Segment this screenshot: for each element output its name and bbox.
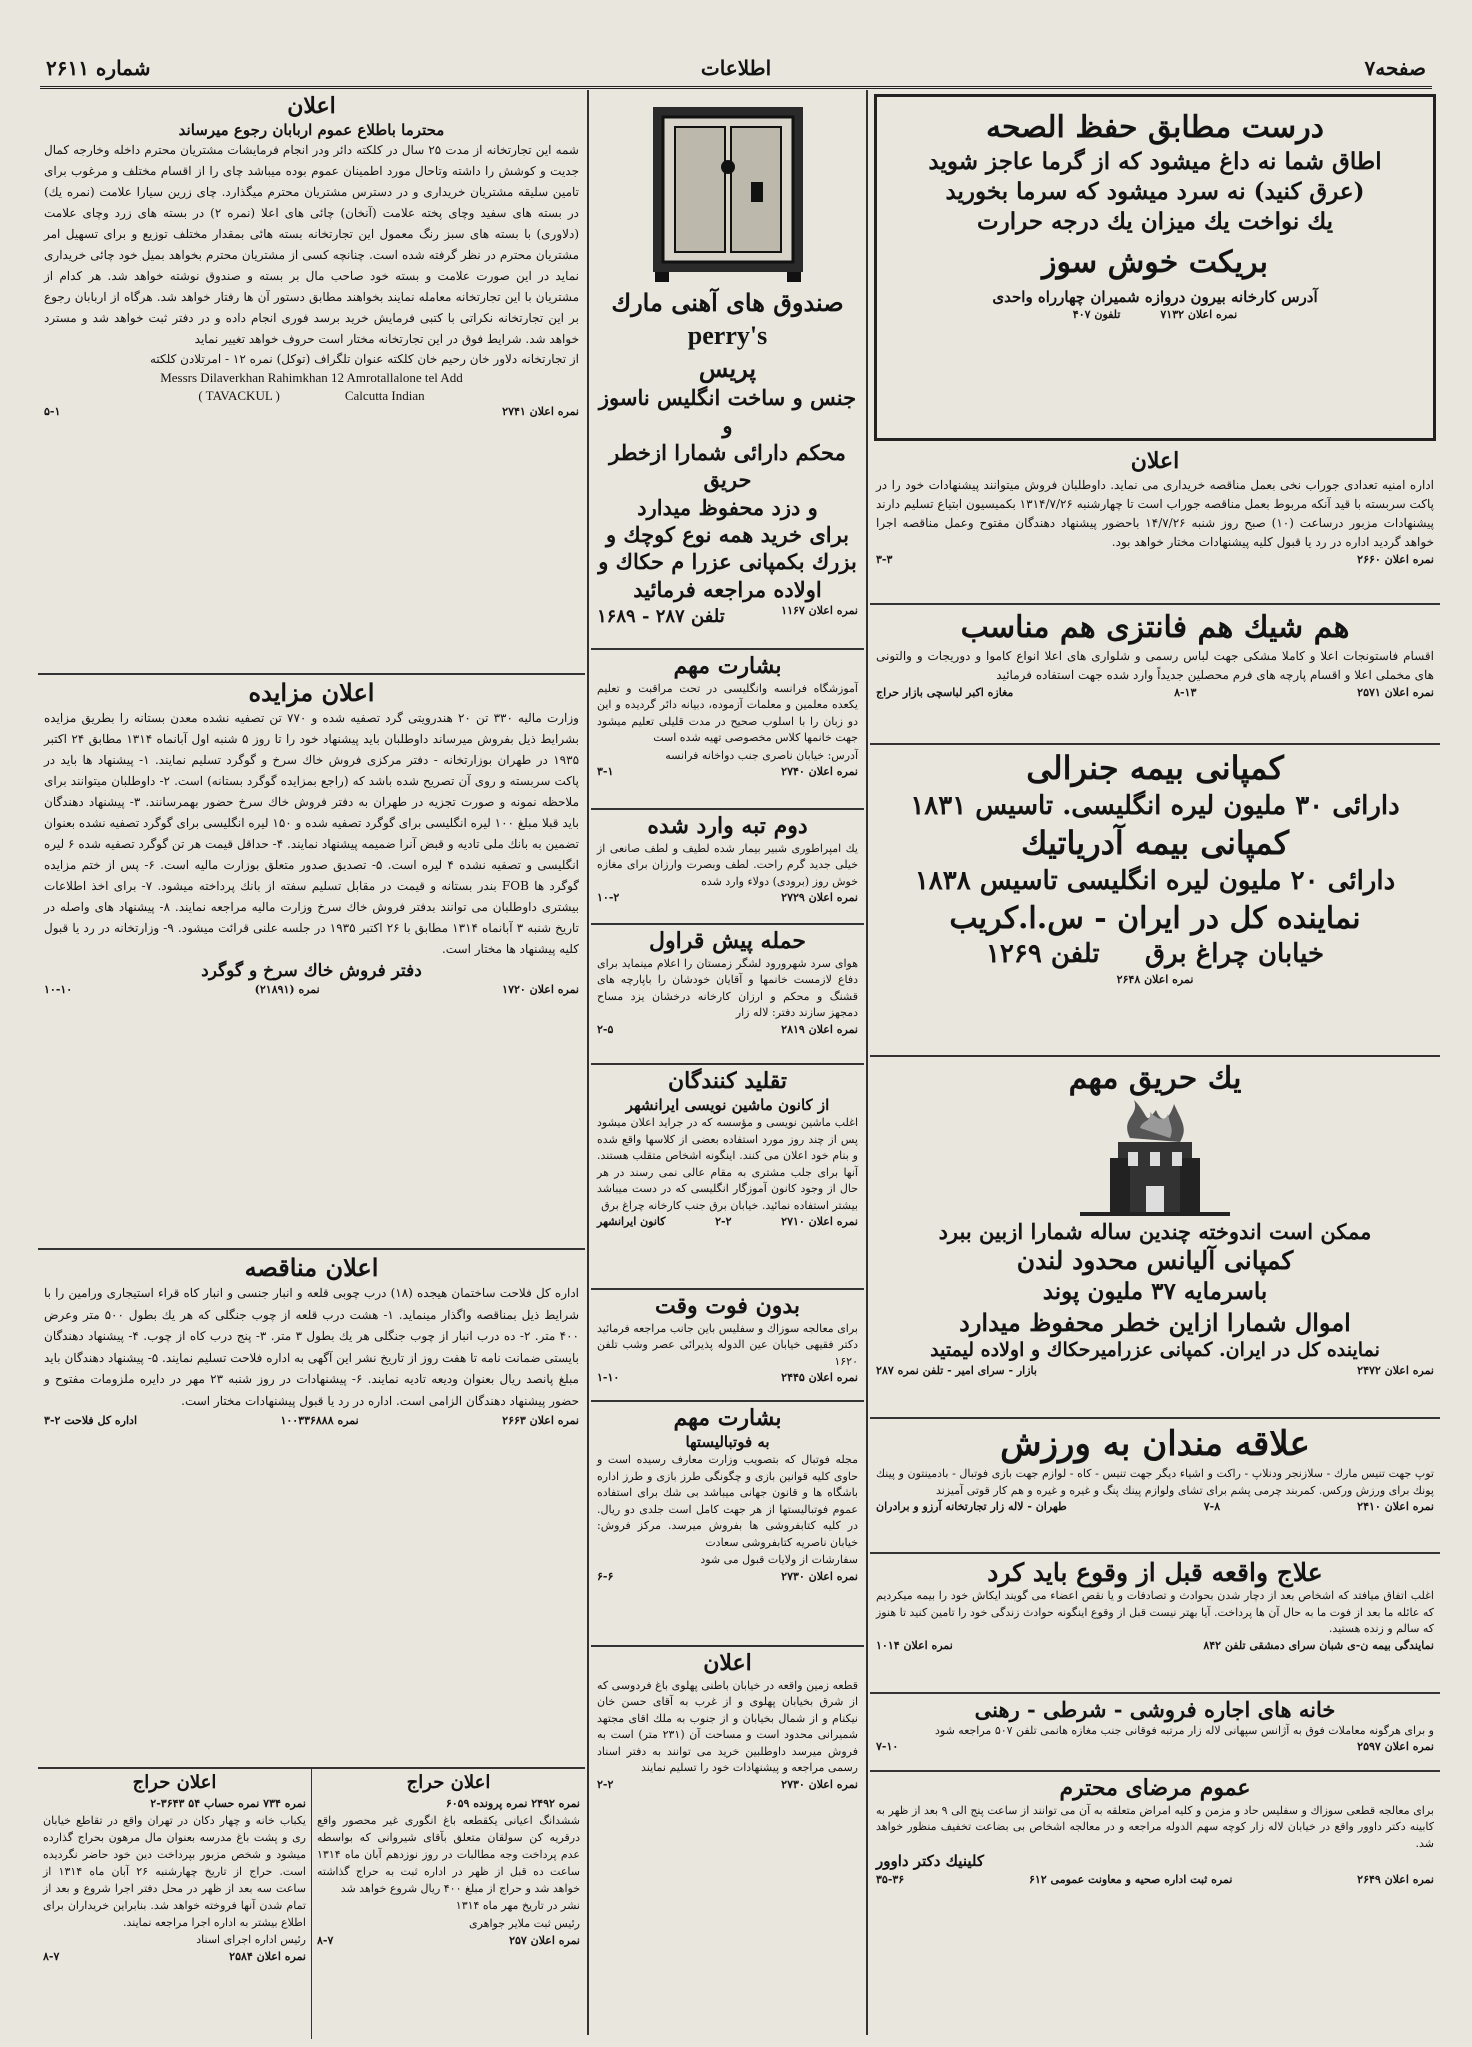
issue-number: شماره ۲۶۱۱ (46, 56, 151, 80)
doctor-ad: بدون فوت وقت برای معالجه سوزاك و سفلیس باین جانب مراجعه فرمائید دکتر فقیهی خیابان عین الدوله پذیرائی عصر وشب تلفن ۱۶۲۰ نمره اعلان ۲۴۴۵ ۱-۱۰ (591, 1290, 864, 1402)
ad-title: هم شیك هم فانتزی هم مناسب (960, 610, 1350, 645)
football-magazine-ad: بشارت مهم به فوتبالیستها مجله فوتبال که بتصویب وزارت معارف رسیده است و حاوی کلیه قوانین بازی و چگونگی طرز بازی و طرز اداره باشگاه ها و قانون جهانی میباشد بی شك برای استفاده عموم فوتبالیستها از هر جهت کامل است جلدی دو ریال. در کلیه کتابفروشی ها بفروش میرسد. مرکز فروش: خیابان ناصریه کتابفروشی سعادت سفارشات از ولایات قبول می شود نمره اعلان ۲۷۳۰ ۶-۶ (591, 1402, 864, 1647)
ad-title: اعلان مناقصه (244, 1253, 379, 1282)
paper-name: اطلاعات (700, 56, 772, 80)
ad-title: اعلان (703, 1650, 752, 1676)
briquette-ad: درست مطابق حفظ الصحه اطاق شما نه داغ میشود که از گرما عاجز شوید (عرق کنید) نه سرد میشود که سرما بخورید یك نواخت یك میزان یك درجه حرارت بریکت خوش سوز آدرس کارخانه بیرون دروازه شمیران چهارراه واحدی نمره اعلان ۷۱۳۲ تلفون ۴۰۷ (874, 94, 1436, 441)
ad-title: عموم مرضای محترم (1059, 1775, 1251, 1801)
land-sale-ad: اعلان قطعه زمین واقعه در خیابان باطنی پهلوی باغ فردوسی که از شرق بخیابان پهلوی و از غرب به آقای حسن خان نیکنام و از شمال بخیابان و از جنوب به ملك اقای مجتهد شمیرانی محدود است و مساحت آن (۲۳۱ متر) است به فروش میرسد داوطلبین خرید می توانند به دفتر اسناد رسمی مراجعه و پیشنهادات خود را تسلیم نمایند نمره اعلان ۲۷۳۰ ۲-۲ (597, 1650, 858, 1791)
page-number: صفحه۷ (1364, 56, 1426, 80)
textile-ad: حمله پیش قراول هوای سرد شهرورود لشگر زمستان را اعلام مینماید برای دفاع لازمست خانمها و آقایان خودشان را باپارچه های قشنگ و محکم و ارزان کارخانه درخشان یزد مساح دمجهز سازند دفتر: لاله زار نمره اعلان ۲۸۱۹ ۲-۵ (591, 925, 864, 1065)
ad-title: صندوق های آهنی مارك (611, 288, 844, 317)
amnieh-tender-ad: اعلان اداره امنیه تعدادی جوراب نخی بعمل مناقصه خریداری می نماید. داوطلبان فروش میتوانند پیشنهادات خود را در پاکت سربسته با قید آنکه مربوط بعمل مناقصه جوراب است تا چهارشنبه ۱۳۱۴/۷/۲۶ بکمیسیون ابتیاع تسلیم دارند پیشنهادات مزبور درساعت (۱۰) صبح روز شنبه ۱۴/۷/۲۶ باحضور پیشنهاد دهندگان مفتوح وعمل مناقصه اجرا خواهد گردید اداره در رد یا قبول کلیه پیشنهادات مختار خواهد بود. نمره اعلان ۲۶۶۰ ۳-۳ (870, 445, 1440, 605)
ad-title: علاج واقعه قبل از وقوع باید کرد (987, 1558, 1323, 1587)
insurance-warning-ad: علاج واقعه قبل از وقوع باید کرد اغلب اتفاق میافتد که اشخاص بعد از دچار شدن بحوادث و تصادفات و یا نقص اعضاء می گویند ایکاش خود را بیمه میکردیم که عائله ما بعد از فوت ما به حال آن ها پرداخت. آیا بهتر نیست قبل از وقوع اینگونه حوادث زندگی خود را تامین کنید تا هنوز که سالم و زنده هستید. نمایندگی بیمه ن-ی شبان سرای دمشقی تلفن ۸۴۲ نمره اعلان ۱۰۱۴ (870, 1554, 1440, 1694)
right-column (870, 90, 1440, 2037)
ad-title: یك حریق مهم (1068, 1061, 1242, 1096)
ad-title: اعلان (1130, 448, 1180, 474)
column-divider (866, 90, 868, 2035)
ad-title: بدون فوت وقت (654, 1293, 801, 1319)
ad-title: درست مطابق حفظ الصحه (985, 110, 1325, 145)
ad-title: حمله پیش قراول (649, 928, 806, 954)
ad-title: تقلید کنندگان (667, 1068, 787, 1094)
house-auction-ad: اعلان حراج نمره ۷۳۴ نمره حساب ۵۴ ۳۶۴۳-۲ یکباب خانه و چهار دکان در تهران واقع در تقاطع خیابان ری و پشت باغ مدرسه بعنوان مال مرهون بحراج گذارده میشود و شخص مزبور بپرداخت دین خود حاضر نگردیده است. حراج از تاریخ چهارشنبه ۲۶ آبان ماه ۱۳۱۴ از ساعت سه بعد از ظهر در محل دفتر اجرا شروع و بعد از تمام شدن آنها فروخته خواهد شد. بنابراین خریداران برای اطلاع بیشتر به اداره اجرا مراجعه نمایند. رئیس اداره اجرای اسناد نمره اعلان ۲۵۸۴ ۸-۷ (43, 1772, 306, 1964)
brand-name: بریکت خوش سوز (1042, 244, 1268, 280)
alliance-fire-ad: یك حریق مهم ممکن است اندوخته چندین ساله شمارا ازبین ببرد کمپانی آلیانس محدود لندن باسرمایه ۳۷ ملیون پوند اموال شمارا ازاین خطر محفوظ میدارد نماینده کل در ایران. کمپانی عزرامیرحکاك و اولاده لیمتید نمره اعلان ۲۴۷۲ بازار - سرای امیر - تلفن نمره ۲۸۷ (870, 1057, 1440, 1419)
ad-title: علاقه مندان به ورزش (1000, 1424, 1310, 1464)
ad-title: اعلان حراج (132, 1772, 217, 1793)
new-arrival-ad: دوم تبه وارد شده یك امپراطوری شبیر بیمار شده لطیف و لطف صانعی از خیلی جدید گرم راحت. لطف وبصرت وارزان برای مغازه خوش روز (برودی) دولاء وارد شده نمره اعلان ۲۷۲۹ ۱۰-۲ (591, 810, 864, 925)
burning-building-illustration (876, 1098, 1434, 1218)
ad-title: دوم تبه وارد شده (647, 813, 808, 839)
ad-title: بشارت مهم (673, 653, 782, 679)
insurance-generali-ad: کمپانی بیمه جنرالی دارائی ۳۰ ملیون لیره انگلیسی. تاسیس ۱۸۳۱ کمپانی بیمه آدریاتیك دارائی ۲۰ ملیون لیره انگلیسی تاسیس ۱۸۳۸ نماینده کل در ایران - س.ا.کریب خیابان چراغ برق تلفن ۱۲۶۹ نمره اعلان ۲۶۴۸ (870, 745, 1440, 1057)
ad-title: خانه های اجاره فروشی - شرطی - رهنی (974, 1697, 1336, 1722)
ad-title: بشارت مهم (673, 1405, 782, 1431)
real-estate-ad: خانه های اجاره فروشی - شرطی - رهنی و برای هرگونه معاملات فوق به آژانس سپهانی لاله زار مرتبه فوقانی جنب مغازه هانمی تلفن ۵۰۷ مراجعه شود نمره اعلان ۲۵۹۷ ۷-۱۰ (870, 1694, 1440, 1772)
sports-goods-ad: علاقه مندان به ورزش توپ جهت تنیس مارك - سلازنجر ودنلاپ - راکت و اشیاء دیگر جهت تنیس - کاه - لوازم جهت بازی فوتبال - بادمینتون و پینك پونك برای ورزش ورکس. کمربند چرمی پشم برای تشای ولوازم پینك پنگ و غیره و غیره و هم کار قوتی آمیزند نمره اعلان ۲۴۱۰ ۷-۸ طهران - لاله زار تجارتخانه آرزو و برادران (870, 1419, 1440, 1554)
ad-title: اعلان مزایده (248, 678, 375, 707)
ad-title: اعلان حراج (406, 1772, 491, 1793)
language-school-ad: بشارت مهم آموزشگاه فرانسه وانگلیسی در تحت مراقبت و تعلیم یکعده معلمین و معلمات آزموده، دبیانه دائر گردیده و این دو زبان را با اسلوب صحیح در مدت قلیلی تعلیم میشود جهت خانمها کلاس مخصوصی تهیه شده است آدرس: خیابان ناصری جنب دواخانه فرانسه نمره اعلان ۲۷۴۰ ۳-۱ (591, 650, 864, 810)
orchard-auction-ad: اعلان حراج نمره ۲۴۹۲ نمره پرونده ۶۰۵۹ ششدانگ اعیانی یکقطعه باغ انگوری غیر محصور واقع درقریه کن سولقان متعلق بآقای شیروانی که بواسطه عدم پرداخت وجه مطالبات در روز نوزدهم آبان ماه ۱۳۱۴ ساعت ده قبل از ظهر در اداره ثبت به حراج گذاشته خواهد شد و حراج از مبلغ ۴۰۰ ریال شروع خواهد شد نشر در تاریخ مهر ماه ۱۳۱۴ رئیس ثبت ملایر جواهری نمره اعلان ۲۵۷ ۸-۷ (311, 1769, 585, 2039)
brand-name: perry's (687, 321, 768, 351)
safe-box-ad: صندوق های آهنی مارك perry's پریس جنس و ساخت انگلیس ناسوز و محکم دارائی شمارا ازخطر حریق و دزد محفوظ میدارد برای خرید همه نوع کوچك و بزرك بکمپانی عزرا م حکاك و اولاده مراجعه فرمائید نمره اعلان ۱۱۶۷ تلفن ۲۸۷ - ۱۶۸۹ (591, 90, 864, 650)
column-divider (587, 90, 589, 2035)
ad-title: اعلان (287, 93, 336, 119)
fabric-shop-ad: هم شیك هم فانتزی هم مناسب اقسام فاستونجات اعلا و کاملا مشکی جهت لباس رسمی و شلواری های اعلا انواع کاموا و دوریجات و والتونی های مخملی اعلا و اقسام پارچه های فرم محصلین جدیداً وارد شده جهت استفاده فرمائید نمره اعلان ۲۵۷۱ ۸-۱۳ مغازه اکبر لباسچی بازار حراج (870, 605, 1440, 745)
bottom-auction-row (38, 1767, 585, 2039)
tea-merchant-ad: اعلان محترما باطلاع عموم اربابان رجوع میرساند شمه این تجارتخانه از مدت ۲۵ سال در کلکته دائر ودر انجام فرمایشات مشتریان محترم داخله وخارجه کمال جدیت و کوشش را داشته وتاحال مورد اطمینان عموم بوده میباشد چای را از اقسام مختلف و مرغوب برای تامین سلیقه مشتریان خریداری و در دسترس مشتریان محترم میگذارد. چای زرین سیارا علامت (نمره یك) در بسته های سفید وچای پخته علامت (آنخان) چائی های اعلا (نمره ۲) در بسته های زرد وچای علامت (دلاوری) با بسته های سبز رنگ معمول این تجارتخانه بسته هائی بمقدار مختلف توزیع و برای تسهیل امر مشتریان محترم در نظر گرفته شده است. چنانچه کسی از مشتریان محترم بخواهد بمیل خود چائی خریداری نماید در این صورت علامت و بسته خود صاحب مال بر بسته و صندوق نوشته خواهد شد. هر کدام از مشتریان با این تجارتخانه معامله نمایند بخواهند مطابق دستور آن ها رفتار خواهد شد. هرگاه از اربابان رجوع بر این تجارتخانه نکراتی با کتبی فرمایش خرید برسد فوری انجام داده و در دفتر ثبت خواهد شد و مسترد خواهد شد. شرایط فوق در این تجارتخانه مختار است حروف خواهد تغییر نماید از تجارتخانه دلاور خان رحیم خان کلکته عنوان تلگراف (توکل) نمره ۱۲ - امرتلادن کلکته Messrs Dilaverkhan Rahimkhan 12 Amrotallalone tel Add ( TAVACKUL ) Calcutta Indian نمره اعلان ۲۷۴۱ ۵-۱ (38, 90, 585, 675)
left-column (38, 90, 585, 1765)
middle-column (591, 90, 864, 2037)
page-header (40, 52, 1432, 89)
clinic-ad: عموم مرضای محترم برای معالجه قطعی سوزاك و سفلیس حاد و مزمن و کلیه امراض متعلقه به آن می توانند از ساعت پنج الی ۹ بعد از ظهر به کابینه دکتر داوور واقع در خیابان لاله زار کوچه سهم الدوله مراجعه و در معالجه اشخاص بی بضاعت تخفیف منظور خواهد شد. کلینیك دکتر داوور نمره اعلان ۲۶۴۹ نمره ثبت اداره صحیه و معاونت عمومی ۶۱۲ ۳۵-۳۶ (876, 1775, 1434, 1886)
tender-notice: اعلان مناقصه اداره کل فلاحت ساختمان هیجده (۱۸) درب چوبی قلعه و انبار جنسی و انبار کاه قراء استیجاری ورامین را با شرایط ذیل بمناقصه واگذار مینماید. ۱- هشت درب قلعه از چوب جنگلی که هر یك بطول ۵۰۰ متر وعرض ۴۰۰ متر. ۲- ده درب انبار از چوب جنگلی هر یك بطول ۳ متر. ۳- پنج درب کاه از چوب. ۴- پیشنهاد دهندگان بایستی ضمانت نامه تا هفت روز از تاریخ نشر این آگهی به اداره فلاحت تسلیم نمایند. ۵- پیشنهاد دهندگان باید مبلغ پانصد ریال بعنوان ودیعه تادیه نمایند. ۶- پیشنهادات در روز شنبه ۲۳ مهر در دایره ملزومات مفتوح و حضور پیشنهاد دهندگان الزامی است. اداره در رد یا قبول پیشنهادات مختار است. نمره اعلان ۲۶۶۳ نمره ۱۰۰۳۳۶۸۸۸ اداره کل فلاحت ۲-۳ (44, 1253, 579, 1427)
ad-address: آدرس کارخانه بیرون دروازه شمیران چهارراه واحدی (992, 287, 1318, 306)
iron-safe-illustration (597, 97, 858, 287)
typing-school-ad: تقلید کنندگان از کانون ماشین نویسی ایرانشهر اغلب ماشین نویسی و مؤسسه که در جراید اعلان میشود پس از چند روز مورد استفاده بعضی از کلاسها واقع شده و بنام خود اعلان می کنند. اینگونه اشخاص متقلب هستند. آنها برای جلب مشتری به مقام عالی نمی رسند در هر حال از وجود کانون آموزگار انگلیسی که در دست میباشد بیشتر استفاده نمائید. خیابان برق جنب کارخانه چراغ برق نمره اعلان ۲۷۱۰ ۲-۲ کانون ایرانشهر (591, 1065, 864, 1290)
auction-notice: اعلان مزایده وزارت مالیه ۳۳۰ تن ۲۰ هندرویتی گرد تصفیه شده و ۷۷۰ تن تصفیه نشده معدن بستانه را بطریق مزایده بشرایط ذیل بفروش میرساند داوطلبان باید پیشنهاد خود را تا روز ۵ شنبه اول آبانماه ۱۳۱۴ مطابق ۲۴ اکتبر ۱۹۳۵ در طهران بوزارتخانه - دفتر مرکزی فروش خاك سرخ و گوگرد تسلیم نمایند. ۱- پیشنهاد ها باید در پاکت سربسته و روی آن تصریح شده باشد که (راجع بمزایده گوگرد بستانه) است. ۲- داوطلبان میتوانند برای ملاحظه نمونه و صورت تجزیه در طهران به دفتر فروش خاك سرخ حضور بهمرسانند. ۳- پیشنهاد دهندگان باید قبلا مبلغ ۱۰۰ لیره انگلیسی برای گوگرد تصفیه شده و ۱۵۰ لیره انگلیسی برای گوگرد تصفیه نشده بعنوان تضمین به بانك ملی تادیه و قبض آنرا ضمیمه پیشنهاد نمایند. ۴- حداقل قیمت هر تن گوگرد تصفیه شده ۶ لیره انگلیسی و تصفیه نشده ۴ لیره است. ۵- تصدیق صدور متعلق بوزارت مالیه است. ۶- پس از ختم مزایده گوگرد ها FOB بندر بستانه و قیمت در مقابل تسلیم سفته از بانك پرداخته میشود. ۷- برای اخذ اطلاعات بیشتری داوطلبان می توانند بدفتر فروش خاك سرخ وزارت مالیه مراجعه نمایند. ۸- پیشنهاد های واصله در تاریخ شنبه ۳ آبانماه ۱۳۱۴ مطابق با ۲۶ اکتبر ۱۹۳۵ در جلسه علنی قرائت میشود. ۹- وزارتخانه در رد یا قبول کلیه پیشنهاد ها مختار است. دفتر فروش خاك سرخ و گوگرد نمره اعلان ۱۷۲۰ نمره (۲۱۸۹۱) ۱۰-۱۰ (38, 675, 585, 1250)
